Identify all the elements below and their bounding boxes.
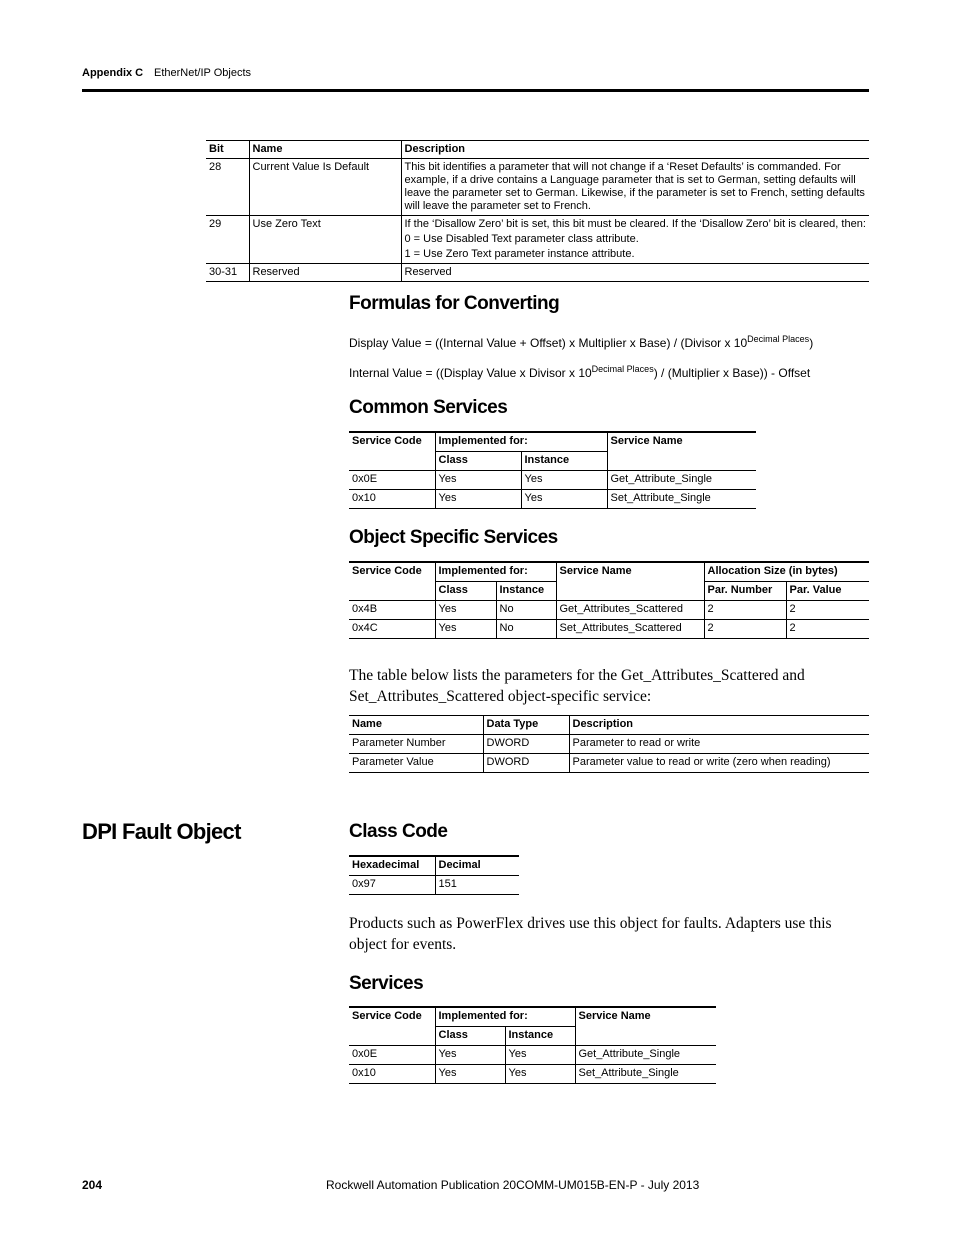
code-cell: 0x4C [349, 620, 435, 639]
formula-text: Display Value = ((Internal Value + Offset) x Multiplier x Base) / (Divisor x 10 [349, 336, 748, 350]
service-name-cell: Get_Attribute_Single [607, 471, 756, 490]
dpi-services-table [349, 1006, 716, 1084]
instance-cell: Yes [521, 471, 607, 490]
table-header-row [349, 1007, 716, 1027]
col-header-instance: Instance [496, 582, 556, 601]
col-header-service-name: Service Name [556, 562, 704, 601]
instance-cell: Yes [521, 490, 607, 509]
col-header-class: Class [435, 1027, 505, 1046]
publication-info: Rockwell Automation Publication 20COMM-UM015B-EN-P - July 2013 [326, 1178, 700, 1192]
table-row [206, 264, 869, 282]
formula-superscript: Decimal Places [747, 334, 810, 344]
data-type-cell: DWORD [483, 754, 569, 773]
section-label: EtherNet/IP Objects [154, 67, 252, 79]
table-row [349, 620, 869, 639]
description-cell: Parameter value to read or write (zero when reading) [569, 754, 869, 773]
col-header-service-name: Service Name [575, 1007, 716, 1046]
service-name-cell: Set_Attribute_Single [607, 490, 756, 509]
col-header-service-code: Service Code [349, 432, 435, 471]
col-header-service-code: Service Code [349, 562, 435, 601]
code-cell: 0x4B [349, 601, 435, 620]
description-cell [401, 216, 869, 264]
display-value-formula [349, 334, 813, 350]
table-header-row [349, 856, 519, 876]
parameters-table [349, 715, 869, 773]
description-line: 1 = Use Zero Text parameter instance attribute. [404, 248, 635, 260]
class-cell: Yes [435, 490, 521, 509]
table-row [206, 159, 869, 216]
page-number: 204 [82, 1178, 103, 1192]
class-cell: Yes [435, 620, 496, 639]
scattered-note: The table below lists the parameters for the Get_Attributes_Scattered and Set_Attributes_Scattered object-specific service: [349, 667, 805, 705]
class-code-table [349, 855, 519, 895]
col-header-bit: Bit [206, 141, 249, 159]
table-row [349, 754, 869, 773]
table-row [349, 1065, 716, 1084]
formula-text: ) [809, 336, 814, 350]
table-row [349, 601, 869, 620]
description-line: 0 = Use Disabled Text parameter class attribute. [404, 233, 639, 245]
service-name-cell: Set_Attributes_Scattered [556, 620, 704, 639]
common-services-heading: Common Services [349, 397, 508, 418]
table-header-row [349, 562, 869, 582]
code-cell: 0x0E [349, 471, 435, 490]
object-specific-table [349, 561, 869, 639]
name-cell: Use Zero Text [249, 216, 401, 264]
code-cell: 0x10 [349, 1065, 435, 1084]
instance-cell: Yes [505, 1065, 575, 1084]
name-cell: Parameter Number [349, 735, 483, 754]
col-header-hexadecimal: Hexadecimal [349, 856, 435, 876]
col-header-allocation: Allocation Size (in bytes) [704, 562, 869, 582]
col-header-data-type: Data Type [483, 716, 569, 735]
col-header-service-name: Service Name [607, 432, 756, 471]
class-cell: Yes [435, 1065, 505, 1084]
service-name-cell: Get_Attribute_Single [575, 1046, 716, 1065]
bit-cell: 29 [206, 216, 249, 264]
code-cell: 0x0E [349, 1046, 435, 1065]
description-cell: Reserved [401, 264, 869, 282]
col-header-par-number: Par. Number [704, 582, 786, 601]
internal-value-formula [349, 364, 810, 380]
description-cell: Parameter to read or write [569, 735, 869, 754]
data-type-cell: DWORD [483, 735, 569, 754]
instance-cell: Yes [505, 1046, 575, 1065]
bits-table [206, 140, 869, 282]
formula-text: Internal Value = ((Display Value x Divisor x 10 [349, 366, 592, 380]
table-header-row [349, 432, 756, 452]
col-header-decimal: Decimal [435, 856, 519, 876]
col-header-par-value: Par. Value [786, 582, 869, 601]
table-row [349, 490, 756, 509]
name-cell: Current Value Is Default [249, 159, 401, 216]
code-cell: 0x10 [349, 490, 435, 509]
par-number-cell: 2 [704, 620, 786, 639]
class-cell: Yes [435, 601, 496, 620]
service-name-cell: Get_Attributes_Scattered [556, 601, 704, 620]
table-row [349, 1046, 716, 1065]
service-name-cell: Set_Attribute_Single [575, 1065, 716, 1084]
table-row [349, 471, 756, 490]
par-value-cell: 2 [786, 620, 869, 639]
col-header-name: Name [249, 141, 401, 159]
col-header-instance: Instance [505, 1027, 575, 1046]
table-row [349, 735, 869, 754]
table-header-row [349, 716, 869, 735]
header-rule [82, 89, 869, 92]
col-header-implemented: Implemented for: [435, 432, 607, 452]
hex-cell: 0x97 [349, 876, 435, 895]
class-code-heading: Class Code [349, 821, 448, 842]
name-cell: Reserved [249, 264, 401, 282]
table-header-row [206, 141, 869, 159]
appendix-label: Appendix C [82, 67, 144, 79]
class-cell: Yes [435, 1046, 505, 1065]
formula-text: ) / (Multiplier x Base)) - Offset [653, 366, 811, 380]
common-services-table [349, 431, 756, 509]
description-cell: This bit identifies a parameter that will not change if a ‘Reset Defaults’ is commanded. For example, if a drive contains a Language parameter that is set to German, setting defaults will leave the parameter set to German. Likewise, if the parameter is set to French, setting defaults will leave the parameter set to French. [401, 159, 869, 216]
table-row [349, 876, 519, 895]
instance-cell: No [496, 601, 556, 620]
col-header-class: Class [435, 582, 496, 601]
decimal-cell: 151 [435, 876, 519, 895]
description-line: If the ‘Disallow Zero’ bit is set, this bit must be cleared. If the ‘Disallow Zero’ bit is cleared, then: [404, 218, 866, 230]
col-header-class: Class [435, 452, 521, 471]
bit-cell: 28 [206, 159, 249, 216]
object-specific-heading: Object Specific Services [349, 527, 558, 548]
par-number-cell: 2 [704, 601, 786, 620]
col-header-implemented: Implemented for: [435, 562, 556, 582]
col-header-instance: Instance [521, 452, 607, 471]
col-header-implemented: Implemented for: [435, 1007, 575, 1027]
col-header-description: Description [401, 141, 869, 159]
formulas-heading: Formulas for Converting [349, 293, 560, 314]
name-cell: Parameter Value [349, 754, 483, 773]
bit-cell: 30-31 [206, 264, 249, 282]
services-heading: Services [349, 973, 424, 994]
instance-cell: No [496, 620, 556, 639]
dpi-fault-object-title: DPI Fault Object [82, 819, 241, 844]
par-value-cell: 2 [786, 601, 869, 620]
col-header-name: Name [349, 716, 483, 735]
col-header-description: Description [569, 716, 869, 735]
class-cell: Yes [435, 471, 521, 490]
table-row [206, 216, 869, 264]
col-header-service-code: Service Code [349, 1007, 435, 1046]
dpi-fault-description: Products such as PowerFlex drives use this object for faults. Adapters use this object for events. [349, 915, 832, 953]
formula-superscript: Decimal Places [591, 364, 654, 374]
